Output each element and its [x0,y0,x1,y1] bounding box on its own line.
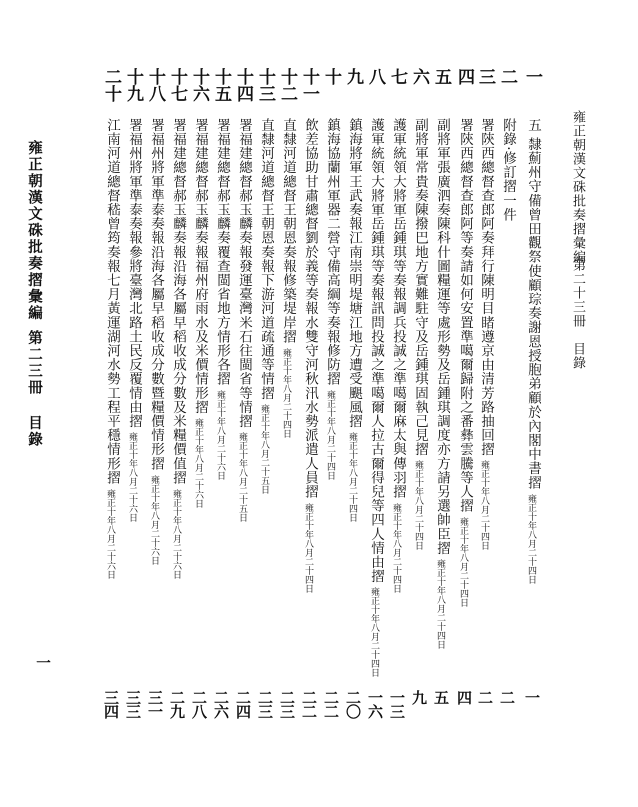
entry-date: 雍正十年八月二十六日 [149,474,159,565]
entry-date: 雍正十年八月二十四日 [479,460,489,551]
entry-title[interactable]: 護軍統領大將軍岳鍾琪等奏報訊問投誠之準噶爾人拉古爾得兒等四人情由摺 [368,118,384,584]
footer-page-number: 一 [34,655,51,672]
entry-date: 雍正十年八月二十四日 [435,559,445,650]
entry-date: 雍正十年八月二十五日 [259,404,269,494]
entry-number: 四 [454,68,474,85]
entry-title[interactable]: 副將軍張廣泗奏陳科什圖糧運等處形勢及岳鍾琪調度亦方請另選帥臣摺 [434,118,450,556]
entry-number: 十九 [123,68,143,102]
entry-page: 二六 [212,690,230,718]
entry-number: 六 [409,68,429,85]
entry-page: 二二 [300,690,318,718]
entry-date: 雍正十年八月二十四日 [347,432,357,523]
entry-number: 十 [321,68,341,85]
entry-title[interactable]: 署福州將軍準泰奏報沿海各屬早稻收成分數暨糧價情形摺 [148,118,164,471]
entry-page: 九 [410,690,428,704]
entry-title[interactable]: 署福建總督郝玉麟奏報發運臺灣米石往閩省等情摺 [236,118,252,429]
header-section: 目錄 [570,342,585,370]
entry-title[interactable]: 鎮海將軍王武奏報江南崇明堤塘江地方遭受颶風摺 [346,118,362,429]
entry-page: 四 [455,690,473,704]
entry-title[interactable]: 署陝西總督查郎阿奏拜行陳明目睹遵京由清芳路抽回摺 [478,118,494,457]
entry-page: 五 [432,690,450,704]
entry-page: 二八 [190,690,208,718]
footer-volume: 第二三冊 [26,330,43,396]
entry-title[interactable]: 江南河道總督嵇曾筠奏報七月黃運湖河水勢工程平穩情形摺 [104,118,120,485]
entry-date: 雍正十年八月二十六日 [171,488,181,579]
entry-number: 九 [343,68,363,85]
entry-title[interactable]: 護軍統領大將軍岳鍾琪等奏報調兵投誠之準噶爾麻太與傳羽摺 [390,118,406,499]
entry-title[interactable]: 署福州將軍準泰奏報參將臺灣北路土民反覆情由摺 [126,118,142,429]
entry-page: 一 [523,690,541,704]
entry-number: 十四 [233,68,253,102]
header-book-title: 雍正朝漢文硃批奏摺彙編 [570,110,585,264]
entry-page: 一六 [366,690,384,718]
entry-date: 雍正十年八月二十四日 [281,347,291,438]
entry-number: 一 [522,68,542,85]
entry-number: 三 [475,68,495,85]
entry-title[interactable]: 直隸河道總督王朝恩奏報修築堤岸摺 [280,118,296,344]
entry-date: 雍正十年八月二十六日 [193,418,203,509]
entry-date: 雍正十年八月二十六日 [215,389,225,480]
entry-number: 十八 [145,68,165,102]
entry-page: 二 [476,690,494,704]
entry-title[interactable]: 副將軍常貴奏陳撥巴地方實難駐守及岳鍾琪固執己見摺 [412,118,428,457]
entry-date: 雍正十年八月二十四日 [458,516,468,607]
entry-title[interactable]: 飲差協助甘肅總督劉於義等奏報水雙守河秋汛水勢派遣人員摺 [302,118,318,499]
entry-title[interactable]: 署陝西總督查郎阿等奏請如何安置準噶爾歸附之番彝雲騰等人摺 [457,118,473,513]
entry-number: 五 [431,68,451,85]
entry-page: 二三 [256,690,274,718]
entry-title[interactable]: 署福建總督郝玉麟奏報福州府雨水及米價情形摺 [192,118,208,415]
entry-page: 三四 [102,690,120,718]
entry-page: 二二 [322,690,340,718]
entry-page: 一三 [388,690,406,718]
entry-title[interactable]: 署福建總督郝玉麟奏報沿海各屬早稻收成分數及米糧價值摺 [170,118,186,485]
entry-page: 二 [498,690,516,704]
entry-number: 十一 [299,68,319,102]
entry-title[interactable]: 鎮海協蘭州軍器二營守備高綱等奏報修防摺 [324,118,340,386]
entry-page: 三三 [124,690,142,718]
entry-number: 十六 [189,68,209,102]
entry-number: 十二 [277,68,297,102]
entry-page: 二九 [168,690,186,718]
entry-page: 二三 [278,690,296,718]
entry-number: 七 [387,68,407,85]
header-volume: 第二十三冊 [570,258,585,328]
entry-number: 十七 [167,68,187,102]
entry-date: 雍正十年八月二十五日 [237,432,247,523]
entry-number: 八 [365,68,385,85]
entry-page: 二四 [234,690,252,718]
entry-number: 二 [497,68,517,85]
entry-title[interactable]: 直隸河道總督王朝恩奏報下游河道疏通等情摺 [258,118,274,400]
entry-date: 雍正十年八月二十四日 [325,389,335,480]
footer-section: 目錄 [26,415,43,448]
entry-date: 雍正十年八月二十四日 [391,502,401,593]
entry-title[interactable]: 附錄·修訂摺一件 [500,118,516,222]
entry-number: 二十 [101,68,121,102]
entry-number: 十五 [211,68,231,102]
footer-book-title: 雍正朝漢文硃批奏摺彙編 [26,140,43,322]
entry-date: 雍正十年八月二十四日 [303,502,313,593]
entry-date: 雍正十年八月二十六日 [105,488,115,579]
entry-page: 二〇 [344,690,362,718]
entry-title[interactable]: 五 隸薊州守備曾田觀祭使顧琮奏謝恩授胞弟顧於內閣中書摺 [525,118,541,490]
entry-date: 雍正十年八月二十六日 [127,432,137,523]
entry-date: 雍正十年八月二十四日 [413,460,423,551]
entry-date: 雍正十年八月二十四日 [526,493,536,584]
entry-title[interactable]: 署福建總督郝玉麟奏覆查閩省地方情形各摺 [214,118,230,386]
entry-page: 三一 [146,690,164,718]
entry-date: 雍正十年八月二十四日 [369,587,379,678]
entry-number: 十三 [255,68,275,102]
